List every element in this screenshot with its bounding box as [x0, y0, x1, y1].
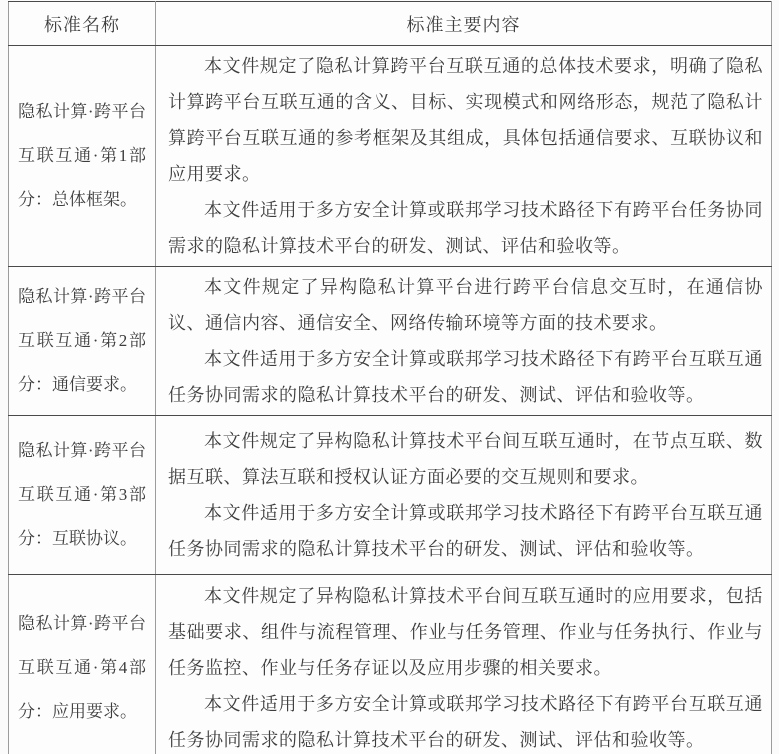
content-paragraph: 本文件适用于多方安全计算或联邦学习技术路径下有跨平台互联互通任务协同需求的隐私计算技术平台的研发、测试、评估和验收等。	[168, 693, 763, 750]
standard-name-cell: 隐私计算·跨平台互联互通·第1部分：总体框架。	[9, 46, 156, 267]
standards-table	[8, 1, 772, 754]
content-paragraph: 本文件规定了异构隐私计算平台进行跨平台信息交互时，在通信协议、通信内容、通信安全、网络传输环境等方面的技术要求。	[168, 277, 763, 333]
header-row	[9, 2, 772, 46]
standard-content-cell	[156, 267, 772, 416]
standard-content-cell	[156, 416, 772, 575]
column-header-standard-name: 标准名称	[9, 2, 156, 46]
content-paragraph: 本文件规定了异构隐私计算技术平台间互联互通时的应用要求，包括基础要求、组件与流程管理、作业与任务管理、作业与任务执行、作业与任务监控、作业与任务存证以及应用步骤的相关要求。	[168, 585, 763, 678]
table-row	[9, 575, 772, 754]
content-paragraph: 本文件规定了隐私计算跨平台互联互通的总体技术要求，明确了隐私计算跨平台互联互通的含义、目标、实现模式和网络形态，规范了隐私计算跨平台互联互通的参考框架及其组成，具体包括通信要求、互联协议和应用要求。	[168, 56, 763, 184]
standard-name-cell: 隐私计算·跨平台互联互通·第4部分：应用要求。	[9, 575, 156, 754]
content-paragraph: 本文件适用于多方安全计算或联邦学习技术路径下有跨平台互联互通任务协同需求的隐私计算技术平台的研发、测试、评估和验收等。	[168, 349, 763, 405]
standard-content-cell	[156, 575, 772, 754]
column-header-main-content: 标准主要内容	[156, 2, 772, 46]
content-paragraph: 本文件适用于多方安全计算或联邦学习技术路径下有跨平台互联互通任务协同需求的隐私计算技术平台的研发、测试、评估和验收等。	[168, 503, 763, 559]
standard-content-cell	[156, 46, 772, 267]
table-row	[9, 416, 772, 575]
standard-name-cell: 隐私计算·跨平台互联互通·第3部分：互联协议。	[9, 416, 156, 575]
content-paragraph: 本文件规定了异构隐私计算技术平台间互联互通时，在节点互联、数据互联、算法互联和授权认证方面必要的交互规则和要求。	[168, 431, 763, 487]
content-paragraph: 本文件适用于多方安全计算或联邦学习技术路径下有跨平台任务协同需求的隐私计算技术平台的研发、测试、评估和验收等。	[168, 200, 763, 256]
standard-name-cell: 隐私计算·跨平台互联互通·第2部分：通信要求。	[9, 267, 156, 416]
table-row	[9, 46, 772, 267]
table-row	[9, 267, 772, 416]
